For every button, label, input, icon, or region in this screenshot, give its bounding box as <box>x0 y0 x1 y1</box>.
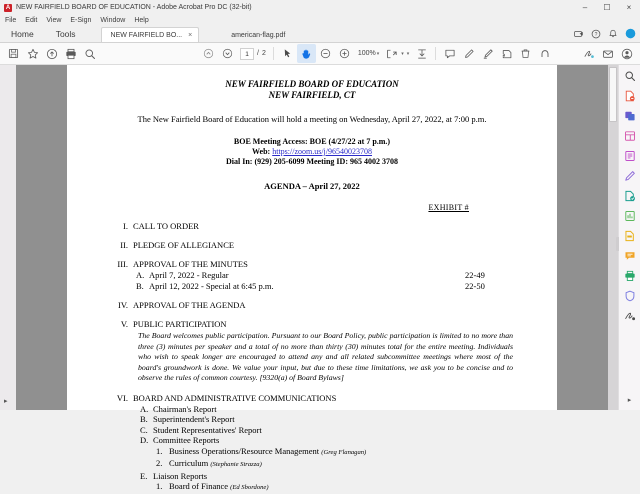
meeting-access-line-3: Dial In: (929) 205-6099 Meeting ID: 965 4002 3708 <box>226 157 398 166</box>
agenda-subitem <box>136 270 517 281</box>
toolbar-overflow-chevron-icon[interactable]: ▾ <box>406 50 410 57</box>
save-to-cloud-icon[interactable] <box>42 44 61 63</box>
agenda-item-title: APPROVAL OF THE AGENDA <box>133 300 246 310</box>
menu-item-esign[interactable]: E-Sign <box>70 17 92 24</box>
toolbar-divider-2 <box>435 47 436 60</box>
subitem-number: 1. <box>156 481 163 491</box>
agenda-subitem <box>140 435 517 446</box>
export-pdf-icon[interactable] <box>622 88 638 104</box>
agenda-sublist <box>107 404 517 494</box>
subitem-owner-name: (Greg Flanagan) <box>321 448 367 456</box>
left-navigation-rail[interactable] <box>0 65 16 410</box>
agenda-subitem <box>140 404 517 415</box>
undo-icon[interactable] <box>535 44 554 63</box>
chevron-down-icon[interactable]: ▾ <box>376 50 380 57</box>
subitem-letter: B. <box>136 280 144 291</box>
subitem-text: April 12, 2022 - Special at 6:45 p.m. <box>149 280 274 291</box>
protect-shield-icon[interactable] <box>622 288 638 304</box>
next-page-icon[interactable] <box>218 44 237 63</box>
page-navigator <box>240 48 266 60</box>
agenda-item-title: APPROVAL OF THE MINUTES <box>133 259 248 269</box>
notifications-bell-icon[interactable] <box>608 26 618 44</box>
zoom-in-icon[interactable] <box>335 44 354 63</box>
search-tool-icon[interactable] <box>622 68 638 84</box>
minimize-button[interactable]: – <box>582 3 588 12</box>
highlight-text-icon[interactable] <box>459 44 478 63</box>
find-text-icon[interactable] <box>80 44 99 63</box>
subitem-letter: E. <box>140 470 148 481</box>
comment-tool-icon[interactable] <box>622 168 638 184</box>
pdf-page <box>67 65 557 491</box>
page-separator: / <box>257 50 259 57</box>
subitem-text: Board of Finance <box>169 481 229 491</box>
subitem-letter: D. <box>140 435 149 445</box>
print-icon[interactable] <box>61 44 80 63</box>
meeting-web-label: Web: <box>251 147 271 156</box>
agenda-subitem <box>140 414 517 425</box>
print-production-icon[interactable] <box>622 268 638 284</box>
combine-files-icon[interactable] <box>622 188 638 204</box>
zoom-out-icon[interactable] <box>316 44 335 63</box>
meeting-access-web-row <box>107 147 517 157</box>
menu-item-window[interactable]: Window <box>100 17 126 24</box>
agenda-subitem <box>140 471 517 482</box>
tab-home[interactable]: Home <box>11 29 34 39</box>
page-display-icon[interactable] <box>412 44 431 63</box>
draw-freehand-icon[interactable] <box>478 44 497 63</box>
main-toolbar <box>0 43 640 65</box>
fit-page-chevron-icon[interactable]: ▾ <box>401 50 404 57</box>
tab-tools[interactable]: Tools <box>55 29 76 39</box>
fill-and-sign-icon[interactable] <box>579 44 598 63</box>
zoom-level-value[interactable]: 100% <box>357 50 376 57</box>
menu-item-help[interactable]: Help <box>134 17 149 24</box>
menu-bar <box>0 15 640 26</box>
right-rail-resize-handle[interactable] <box>616 237 619 251</box>
acrobat-app-icon: A <box>5 4 11 11</box>
previous-page-icon[interactable] <box>199 44 218 63</box>
menu-item-view[interactable]: View <box>46 17 62 24</box>
close-button[interactable]: × <box>626 3 632 12</box>
window-controls <box>574 0 640 15</box>
document-tab-active[interactable] <box>101 27 200 42</box>
collapse-right-panel-icon[interactable]: ▸ <box>627 397 632 404</box>
edit-pdf-icon[interactable] <box>622 148 638 164</box>
agenda-sublist <box>107 270 517 291</box>
avatar[interactable] <box>625 26 636 44</box>
add-bookmark-star-icon[interactable] <box>23 44 42 63</box>
comment-bubble-icon[interactable] <box>622 248 638 264</box>
agenda-item-title: PLEDGE OF ALLEGIANCE <box>133 240 235 250</box>
subitem-text: Chairman's Report <box>153 403 217 414</box>
add-stamp-icon[interactable] <box>497 44 516 63</box>
agenda-item <box>107 259 517 269</box>
agenda-item-title: CALL TO ORDER <box>133 221 199 231</box>
page-number-input[interactable]: 1 <box>240 48 254 60</box>
subitem-text: Superintendent's Report <box>153 414 235 424</box>
agenda-item <box>107 221 517 231</box>
agenda-item <box>107 319 517 329</box>
agenda-item-number: VI. <box>116 392 128 403</box>
close-icon[interactable]: × <box>188 31 193 39</box>
subitem-number: 1. <box>156 445 163 456</box>
agenda-subitem-nested <box>140 481 517 494</box>
delete-annotation-icon[interactable] <box>516 44 535 63</box>
title-bar <box>0 0 640 15</box>
public-participation-paragraph: The Board welcomes public participation. Pursuant to our Board Policy, public participation is limited to no more than three (3) minutes per speaker and a total of no more than thirty (30) minutes total for the entire meeting. Individuals who wish to speak longer are encouraged to attend any and all related subcommittee meetings where most of the board's groundwork is done. We value your input, but due to these time limitations, we ask you to be concise and to observe the rules of common courtesy. [9320(a) of Board Bylaws] <box>138 331 513 382</box>
agenda-item-number: II. <box>120 240 128 250</box>
subitem-letter: A. <box>140 403 149 414</box>
subitem-text: Student Representatives' Report <box>153 424 262 435</box>
agenda-subitem-nested <box>140 446 517 459</box>
subitem-text: Business Operations/Resource Management <box>169 445 320 456</box>
right-tools-rail <box>618 65 640 410</box>
document-intro-paragraph: The New Fairfield Board of Education will hold a meeting on Wednesday, April 27, 2022, at 7:00 p.m. <box>137 114 487 124</box>
agenda-item <box>107 393 517 403</box>
subitem-text: Curriculum <box>169 458 209 468</box>
agenda-heading: AGENDA – April 27, 2022 <box>264 181 360 191</box>
page-total: 2 <box>261 50 266 57</box>
help-icon[interactable] <box>591 26 601 44</box>
menu-item-edit[interactable]: Edit <box>25 17 38 24</box>
document-tab-label: NEW FAIRFIELD BO... <box>110 31 183 39</box>
compress-pdf-icon[interactable] <box>622 208 638 224</box>
agenda-item <box>107 240 517 250</box>
document-header-line-2: NEW FAIRFIELD, CT <box>268 90 356 100</box>
subitem-letter: A. <box>136 270 145 280</box>
agenda-subitem-nested <box>140 458 517 471</box>
organize-pages-icon[interactable] <box>622 128 638 144</box>
account-icon[interactable] <box>617 44 636 63</box>
tab-bar <box>0 26 640 43</box>
agenda-item-title: BOARD AND ADMINISTRATIVE COMMUNICATIONS <box>133 392 337 403</box>
meeting-access-block <box>107 137 517 167</box>
zoom-meeting-link[interactable]: https://zoom.us/j/96540023708 <box>272 147 372 156</box>
subitem-letter: B. <box>140 414 148 424</box>
document-viewport[interactable] <box>16 65 608 491</box>
subitem-code: 22-50 <box>465 280 485 291</box>
meeting-access-line-1: BOE Meeting Access: BOE (4/27/22 at 7 p.m.) <box>233 137 391 146</box>
document-tab-label-2: american-flag.pdf <box>231 31 286 39</box>
share-icon[interactable] <box>574 26 584 44</box>
send-by-email-icon[interactable] <box>598 44 617 63</box>
toolbar-divider-1 <box>273 47 274 60</box>
subitem-code: 22-49 <box>465 270 485 280</box>
document-tab-secondary[interactable] <box>221 27 292 42</box>
maximize-button[interactable]: ☐ <box>603 3 611 12</box>
agenda-item-number: III. <box>117 259 128 269</box>
expand-left-panel-icon[interactable]: ▸ <box>4 398 8 405</box>
redact-icon[interactable] <box>622 228 638 244</box>
svg-text:?: ? <box>594 31 598 38</box>
select-cursor-icon[interactable] <box>278 44 297 63</box>
subitem-text: April 7, 2022 - Regular <box>149 270 229 280</box>
subitem-letter: C. <box>140 424 148 435</box>
fill-sign-rail-icon[interactable] <box>622 308 638 324</box>
add-comment-icon[interactable] <box>440 44 459 63</box>
subitem-number: 2. <box>156 458 163 468</box>
agenda-item-number: V. <box>120 319 128 329</box>
create-pdf-icon[interactable] <box>622 108 638 124</box>
hand-tool-icon[interactable] <box>297 44 316 63</box>
agenda-item <box>107 300 517 310</box>
subitem-owner-name: (Ed Sbordone) <box>230 484 269 491</box>
agenda-subitem <box>140 425 517 436</box>
menu-item-file[interactable]: File <box>5 17 17 24</box>
save-file-icon[interactable] <box>4 44 23 63</box>
scrollbar-thumb[interactable] <box>609 67 617 122</box>
titlebar-actions <box>574 26 636 43</box>
exhibit-label: EXHIBIT # <box>428 203 469 212</box>
document-header-line-1: NEW FAIRFIELD BOARD OF EDUCATION <box>225 79 399 89</box>
agenda-subitem <box>136 281 517 292</box>
agenda-item-number: IV. <box>118 300 128 310</box>
window-title: NEW FAIRFIELD BOARD OF EDUCATION - Adobe Acrobat Pro DC (32-bit) <box>16 4 252 11</box>
subitem-text: Committee Reports <box>153 435 220 445</box>
workspace <box>0 65 640 491</box>
agenda-item-title: PUBLIC PARTICIPATION <box>133 319 227 329</box>
fit-page-icon[interactable] <box>382 44 401 63</box>
subitem-text: Liaison Reports <box>153 470 208 481</box>
agenda-item-number: I. <box>123 221 128 231</box>
subitem-owner-name: (Stephanie Strazza) <box>210 461 262 468</box>
